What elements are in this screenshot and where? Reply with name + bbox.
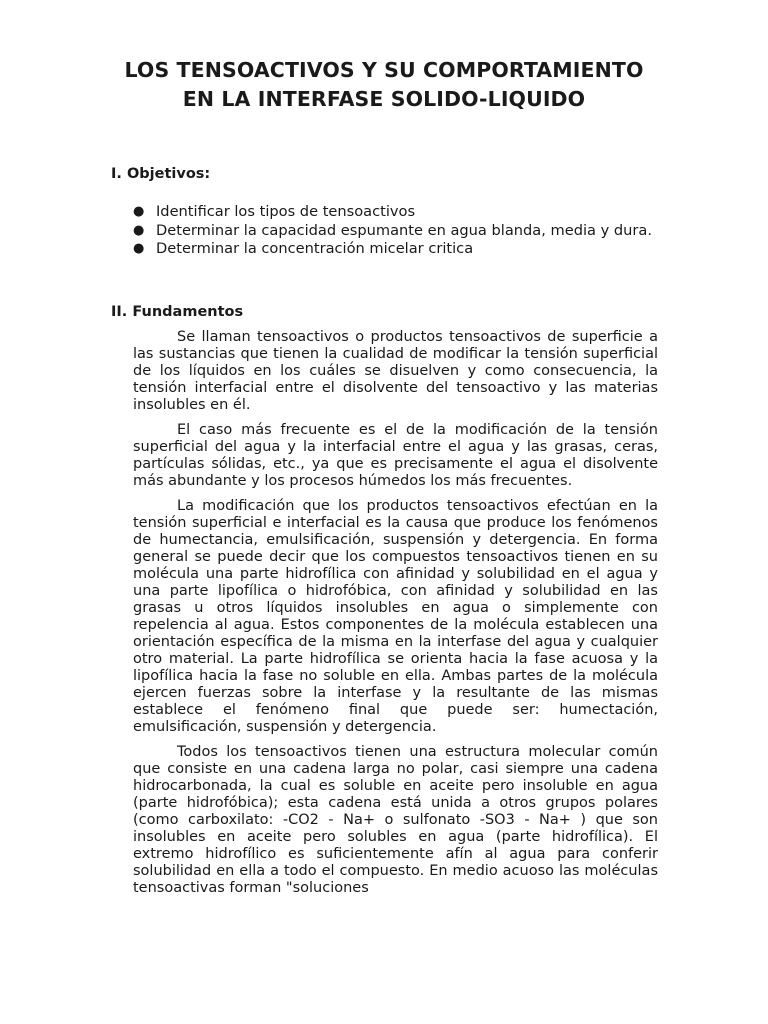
objectives-list [133, 203, 653, 259]
list-item [133, 203, 653, 222]
paragraph: Se llaman tensoactivos o productos tensoactivos de superficie a las sustancias que tienen la cualidad de modificar la tensión superficial de los líquidos en los cuáles se disuelven y como consecuencia, la tensión interfacial entre el disolvente del tensoactivo y las materias insolubles en él. [133, 329, 658, 413]
bullet-icon: ● [133, 241, 145, 256]
section-heading-objetivos: I. Objetivos: [111, 166, 211, 182]
section-heading-fundamentos: II. Fundamentos [111, 304, 244, 320]
bullet-icon: ● [133, 204, 145, 219]
document-title [60, 56, 708, 114]
bullet-icon: ● [133, 222, 145, 238]
list-item [133, 240, 653, 259]
fundamentos-body [133, 329, 658, 905]
paragraph: El caso más frecuente es el de la modificación de la tensión superficial del agua y la interfacial entre el agua y las grasas, ceras, partículas sólidas, etc., ya que es precisamente el agua el disolvente más abundante y los procesos húmedos los más frecuentes. [133, 422, 658, 489]
paragraph: La modificación que los productos tensoactivos efectúan en la tensión superficial e interfacial es la causa que produce los fenómenos de humectancia, emulsificación, suspensión y detergencia. En forma general se puede decir que los compuestos tensoactivos tienen en su molécula una parte hidrofílica con afinidad y solubilidad en el agua y una parte lipofílica o hidrofóbica, con afinidad y solubilidad en las grasas u otros líquidos insolubles en agua o simplemente con repelencia al agua. Estos componentes de la molécula establecen una orientación específica de la misma en la interfase del agua y cualquier otro material. La parte hidrofílica se orienta hacia la fase acuosa y la lipofílica hacia la fase no soluble en ella. Ambas partes de la molécula ejercen fuerzas sobre la interfase y la resultante de las mismas establece el fenómeno final que puede ser: humectación, emulsificación, suspensión y detergencia. [133, 498, 658, 735]
objective-text: Determinar la capacidad espumante en agua blanda, media y dura. [156, 221, 652, 239]
objective-text: Identificar los tipos de tensoactivos [156, 203, 416, 220]
list-item [133, 222, 653, 241]
title-line-2: EN LA INTERFASE SOLIDO-LIQUIDO [182, 87, 586, 111]
paragraph: Todos los tensoactivos tienen una estructura molecular común que consiste en una cadena larga no polar, casi siempre una cadena hidrocarbonada, la cual es soluble en aceite pero insoluble en agua (parte hidrofóbica); esta cadena está unida a otros grupos polares (como carboxilato: -CO2 - Na+ o sulfonato -SO3 - Na+ ) que son insolubles en aceite pero solubles en agua (parte hidrofílica). El extremo hidrofílico es suficientemente afín al agua para conferir solubilidad en ella a todo el compuesto. En medio acuoso las moléculas tensoactivas forman "soluciones [133, 744, 658, 896]
title-line-1: LOS TENSOACTIVOS Y SU COMPORTAMIENTO [124, 58, 644, 82]
objective-text: Determinar la concentración micelar critica [156, 240, 474, 257]
